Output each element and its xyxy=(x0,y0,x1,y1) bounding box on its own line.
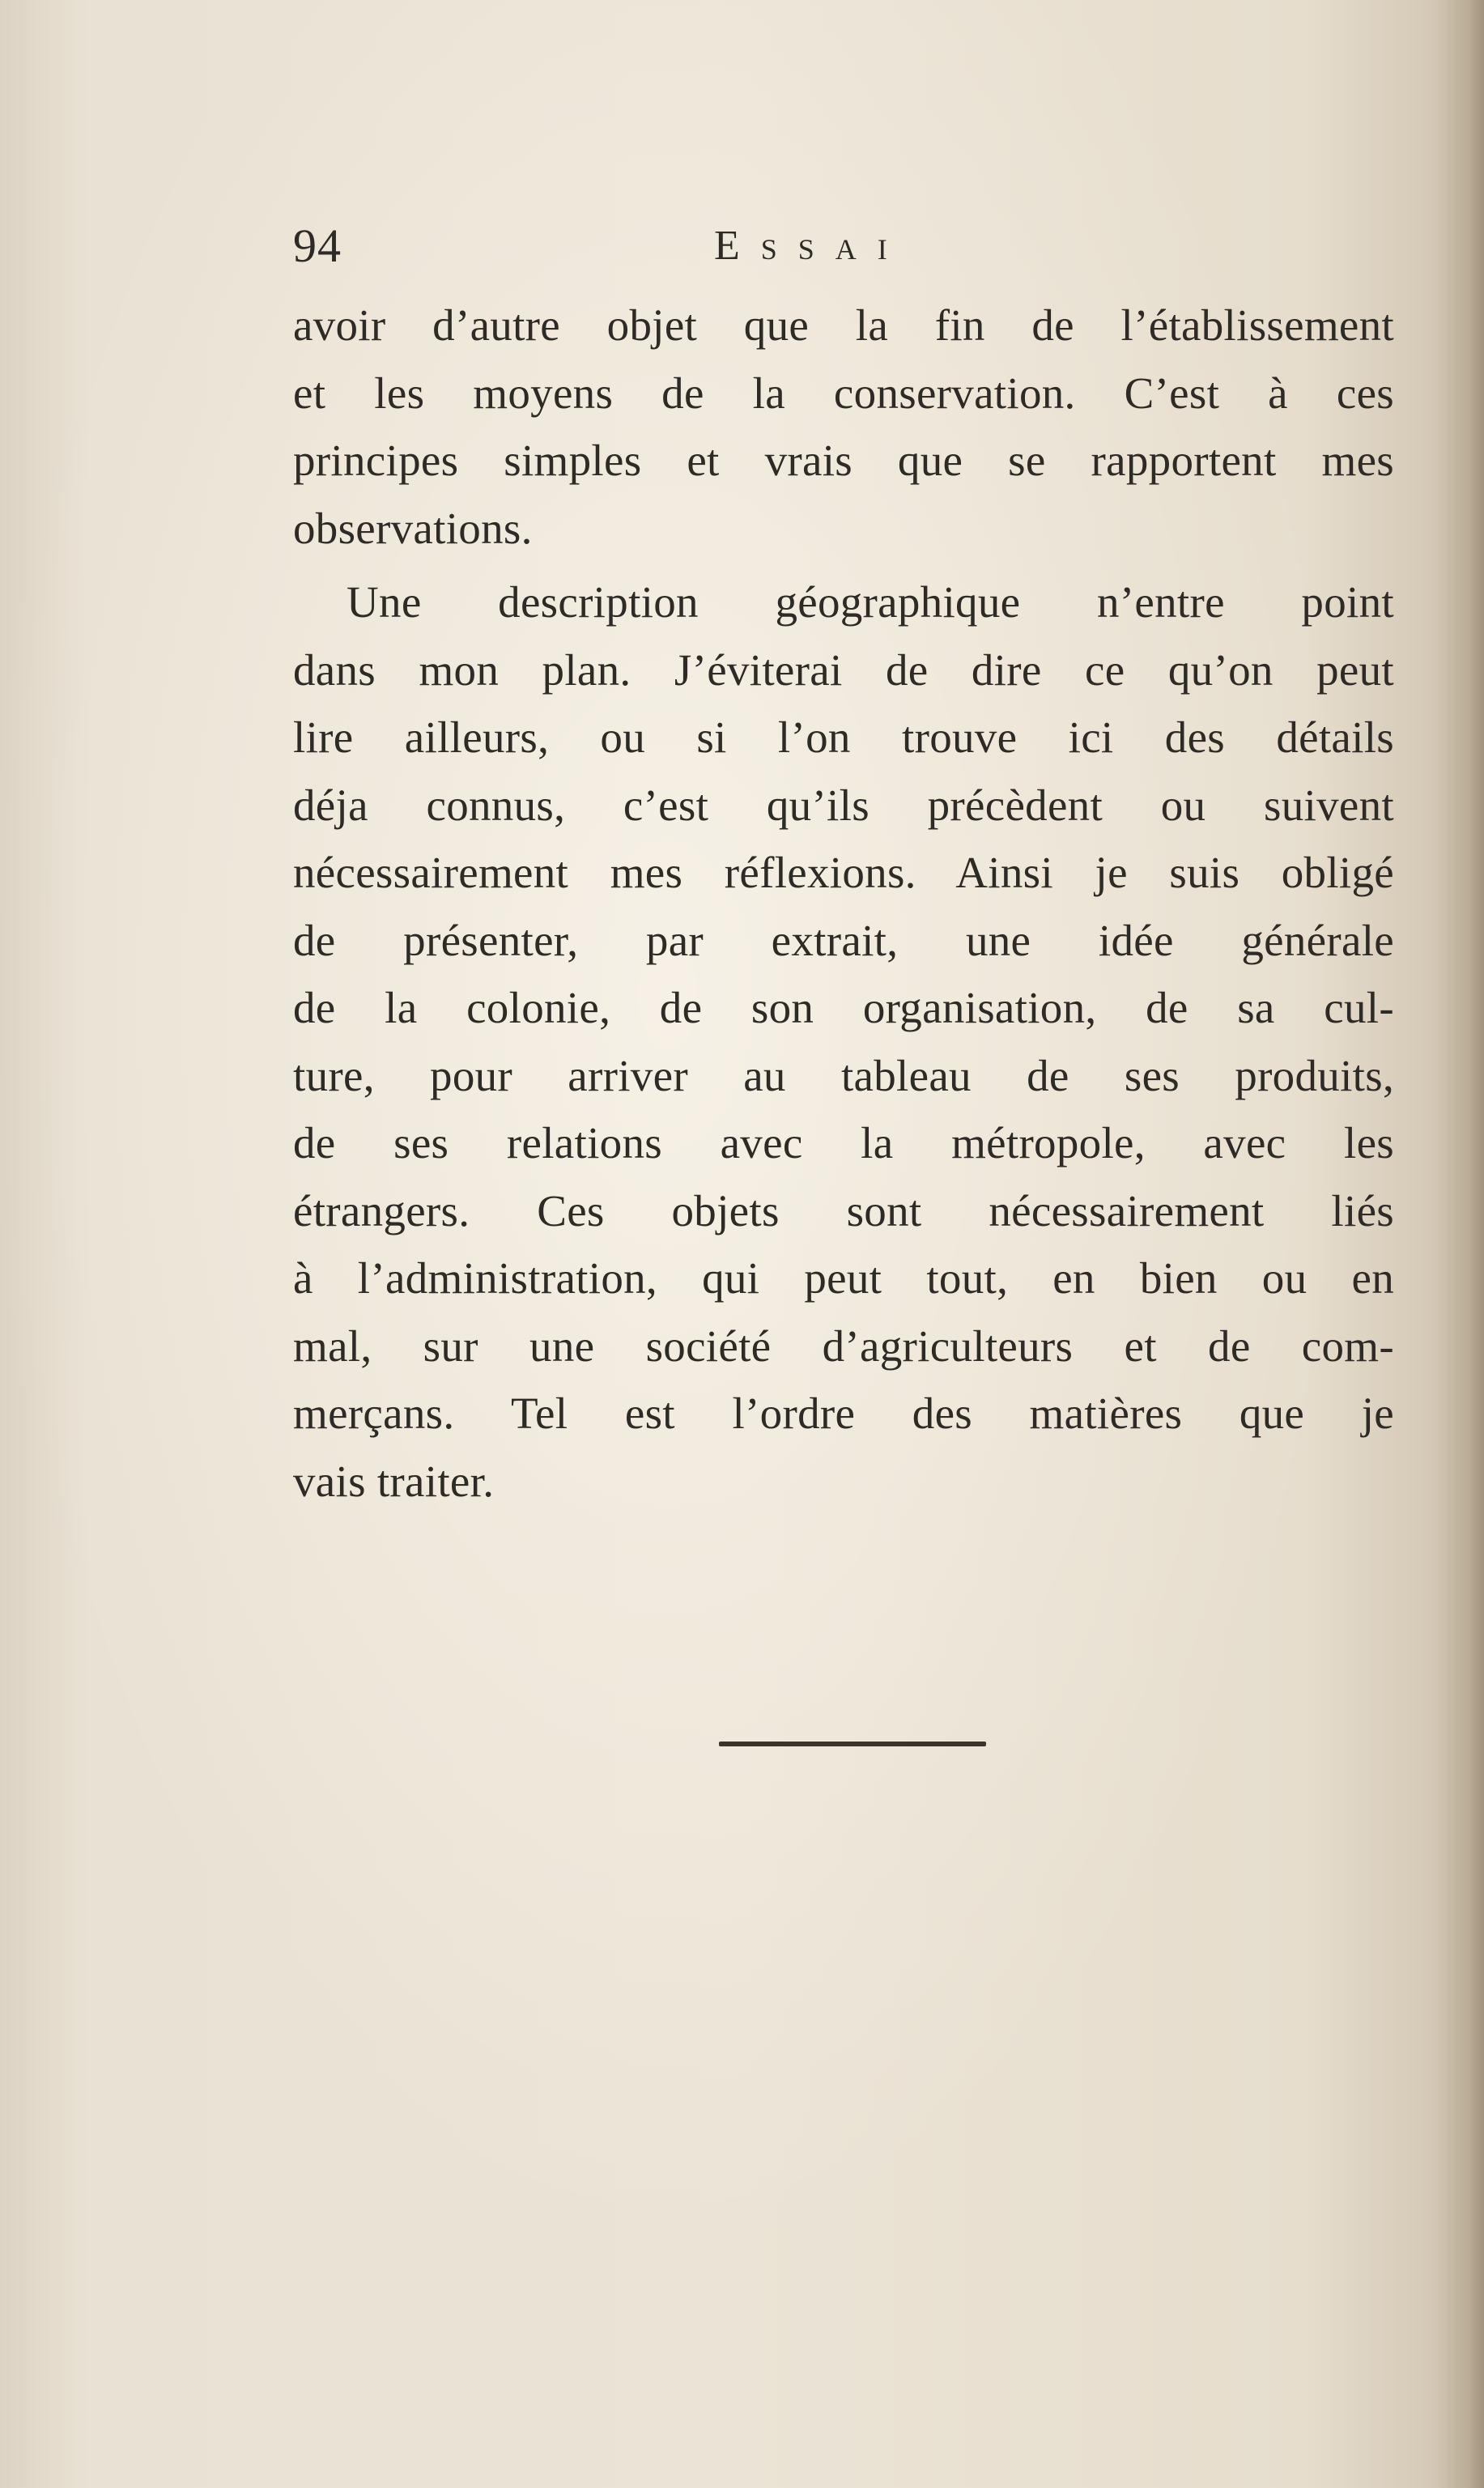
text-line: vais traiter. xyxy=(293,1456,495,1506)
text-line: à l’administration, qui peut tout, en bien ou en xyxy=(293,1253,1394,1303)
text-line: de la colonie, de son organisation, de sa cul- xyxy=(293,983,1394,1032)
text-line: étrangers. Ces objets sont nécessairement liés xyxy=(293,1185,1394,1235)
page-gutter-shadow xyxy=(1435,0,1484,2488)
text-line: de ses relations avec la métropole, avec les xyxy=(293,1118,1394,1167)
show-through-text xyxy=(275,1563,1409,2129)
text-line: mal, sur une société d’agriculteurs et de com- xyxy=(293,1321,1394,1371)
page-header xyxy=(293,219,1394,291)
text-line: et les moyens de la conservation. C’est à ces xyxy=(293,368,1394,418)
paragraph-gap xyxy=(293,562,1394,568)
text-line: de présenter, par extrait, une idée générale xyxy=(293,915,1394,965)
body-text xyxy=(293,291,1394,1515)
text-line: lire ailleurs, ou si l’on trouve ici des détails xyxy=(293,712,1394,762)
page-number: 94 xyxy=(293,219,342,272)
text-line: observations. xyxy=(293,503,533,553)
text-line: Une description géographique n’entre point xyxy=(347,577,1394,627)
text-line: principes simples et vrais que se rapportent mes xyxy=(293,436,1394,485)
paragraph-1 xyxy=(293,291,1394,562)
running-title: Essai xyxy=(714,223,908,269)
paragraph-2 xyxy=(293,568,1394,1515)
text-line: avoir d’autre objet que la fin de l’établissement xyxy=(293,300,1394,350)
text-line: nécessairement mes réflexions. Ainsi je suis obligé xyxy=(293,848,1394,897)
text-line: déja connus, c’est qu’ils précèdent ou suivent xyxy=(293,780,1394,830)
section-end-rule xyxy=(719,1742,986,1746)
text-line: ture, pour arriver au tableau de ses produits, xyxy=(293,1050,1394,1100)
text-line: merçans. Tel est l’ordre des matières que je xyxy=(293,1389,1394,1438)
text-line: dans mon plan. J’éviterai de dire ce qu’on peut xyxy=(293,644,1394,695)
